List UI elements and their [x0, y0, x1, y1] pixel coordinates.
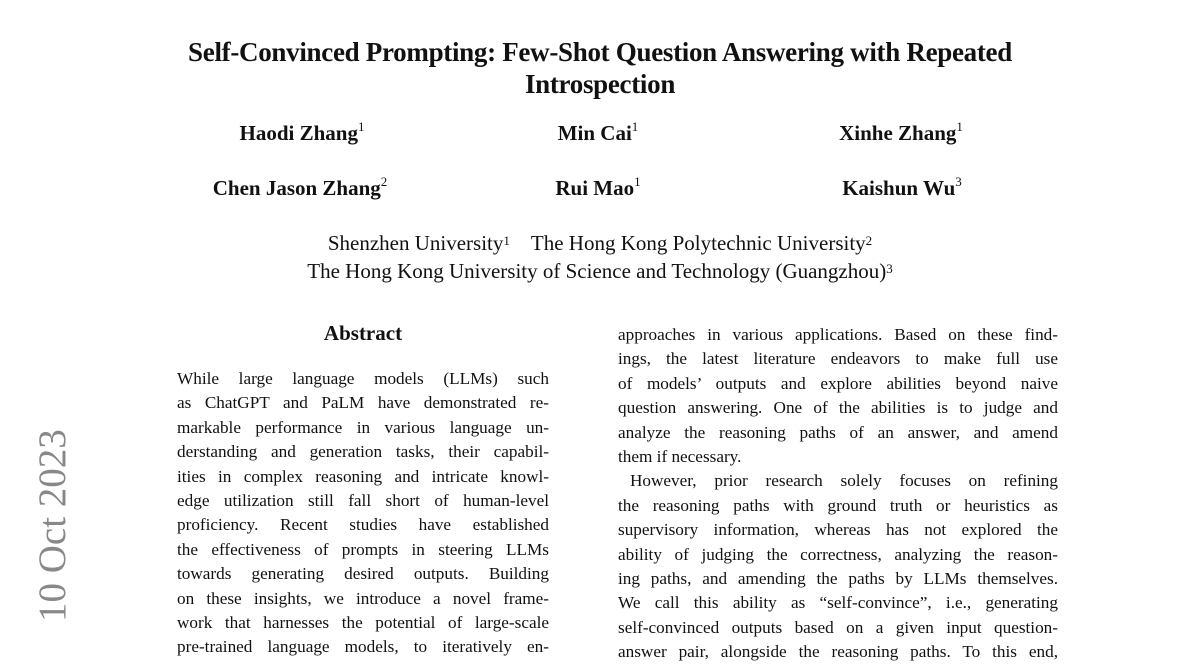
text-line: them if necessary. [618, 447, 742, 467]
text-line: However, prior research solely focuses on refining [630, 471, 1058, 491]
text-line: While large language models (LLMs) such [177, 369, 549, 388]
abstract-body [177, 367, 549, 660]
affiliation: The Hong Kong Polytechnic University$^2$ [530, 231, 873, 255]
text-line: self-convinced outputs based on a given input question- [618, 617, 1058, 637]
text-line: towards generating desired outputs. Building [177, 564, 549, 584]
affiliation: Shenzhen University$^1$ [327, 231, 510, 255]
text-line: markable performance in various language un- [177, 417, 549, 437]
author: Min Cai$^1$ [557, 119, 639, 145]
text-line: supervisory information, whereas has not explored the [618, 520, 1058, 540]
text-line: as ChatGPT and PaLM have demonstrated re- [177, 393, 549, 413]
title-line-2: Introspection [524, 69, 676, 99]
text-line: the effectiveness of prompts in steering LLMs [177, 539, 549, 559]
text-line: ities in complex reasoning and intricate knowl- [177, 466, 549, 486]
text-line: We call this ability as “self-convince”, i.e., generating [618, 593, 1058, 613]
affiliations-line-2 [100, 257, 1100, 285]
text-line: on these insights, we introduce a novel frame- [177, 588, 549, 608]
affiliations-line-1 [100, 229, 1100, 257]
author: Haodi Zhang$^1$ [239, 119, 365, 145]
text-line: ability of judging the correctness, analyzing the reason- [618, 544, 1058, 564]
right-column-body [618, 323, 1058, 665]
author: Xinhe Zhang$^1$ [839, 119, 963, 145]
text-line: question answering. One of the abilities is to judge and [618, 398, 1058, 418]
text-line: of models’ outputs and explore abilities beyond naive [618, 373, 1058, 393]
author: Chen Jason Zhang$^2$ [212, 174, 388, 200]
text-line: edge utilization still fall short of human-level [177, 491, 549, 511]
text-line: ings, the latest literature endeavors to make full use [618, 349, 1058, 369]
arxiv-date-stamp: 10 Oct 2023 [31, 429, 74, 622]
text-line: the reasoning paths with ground truth or heuristics as [618, 495, 1058, 515]
text-line: approaches in various applications. Based on these find- [618, 325, 1058, 344]
affiliation: The Hong Kong University of Science and Technology (Guangzhou)$^3$ [307, 259, 893, 283]
author: Rui Mao$^1$ [555, 174, 641, 200]
title-line-1: Self-Convinced Prompting: Few-Shot Question Answering with Repeated [188, 37, 1012, 67]
text-line: ing paths, and amending the paths by LLMs themselves. [618, 569, 1058, 589]
text-line: analyze the reasoning paths of an answer, and amend [618, 422, 1058, 442]
abstract-heading: Abstract [323, 321, 403, 345]
text-line: work that harnesses the potential of large-scale [177, 613, 549, 633]
text-line: derstanding and generation tasks, their capabil- [177, 442, 549, 462]
text-line: pre-trained language models, to iteratively en- [177, 637, 549, 657]
text-line: proficiency. Recent studies have established [177, 515, 549, 535]
text-line: answer pair, alongside the reasoning paths. To this end, [618, 642, 1058, 662]
paper-title [100, 36, 1100, 100]
author: Kaishun Wu$^3$ [842, 174, 962, 200]
